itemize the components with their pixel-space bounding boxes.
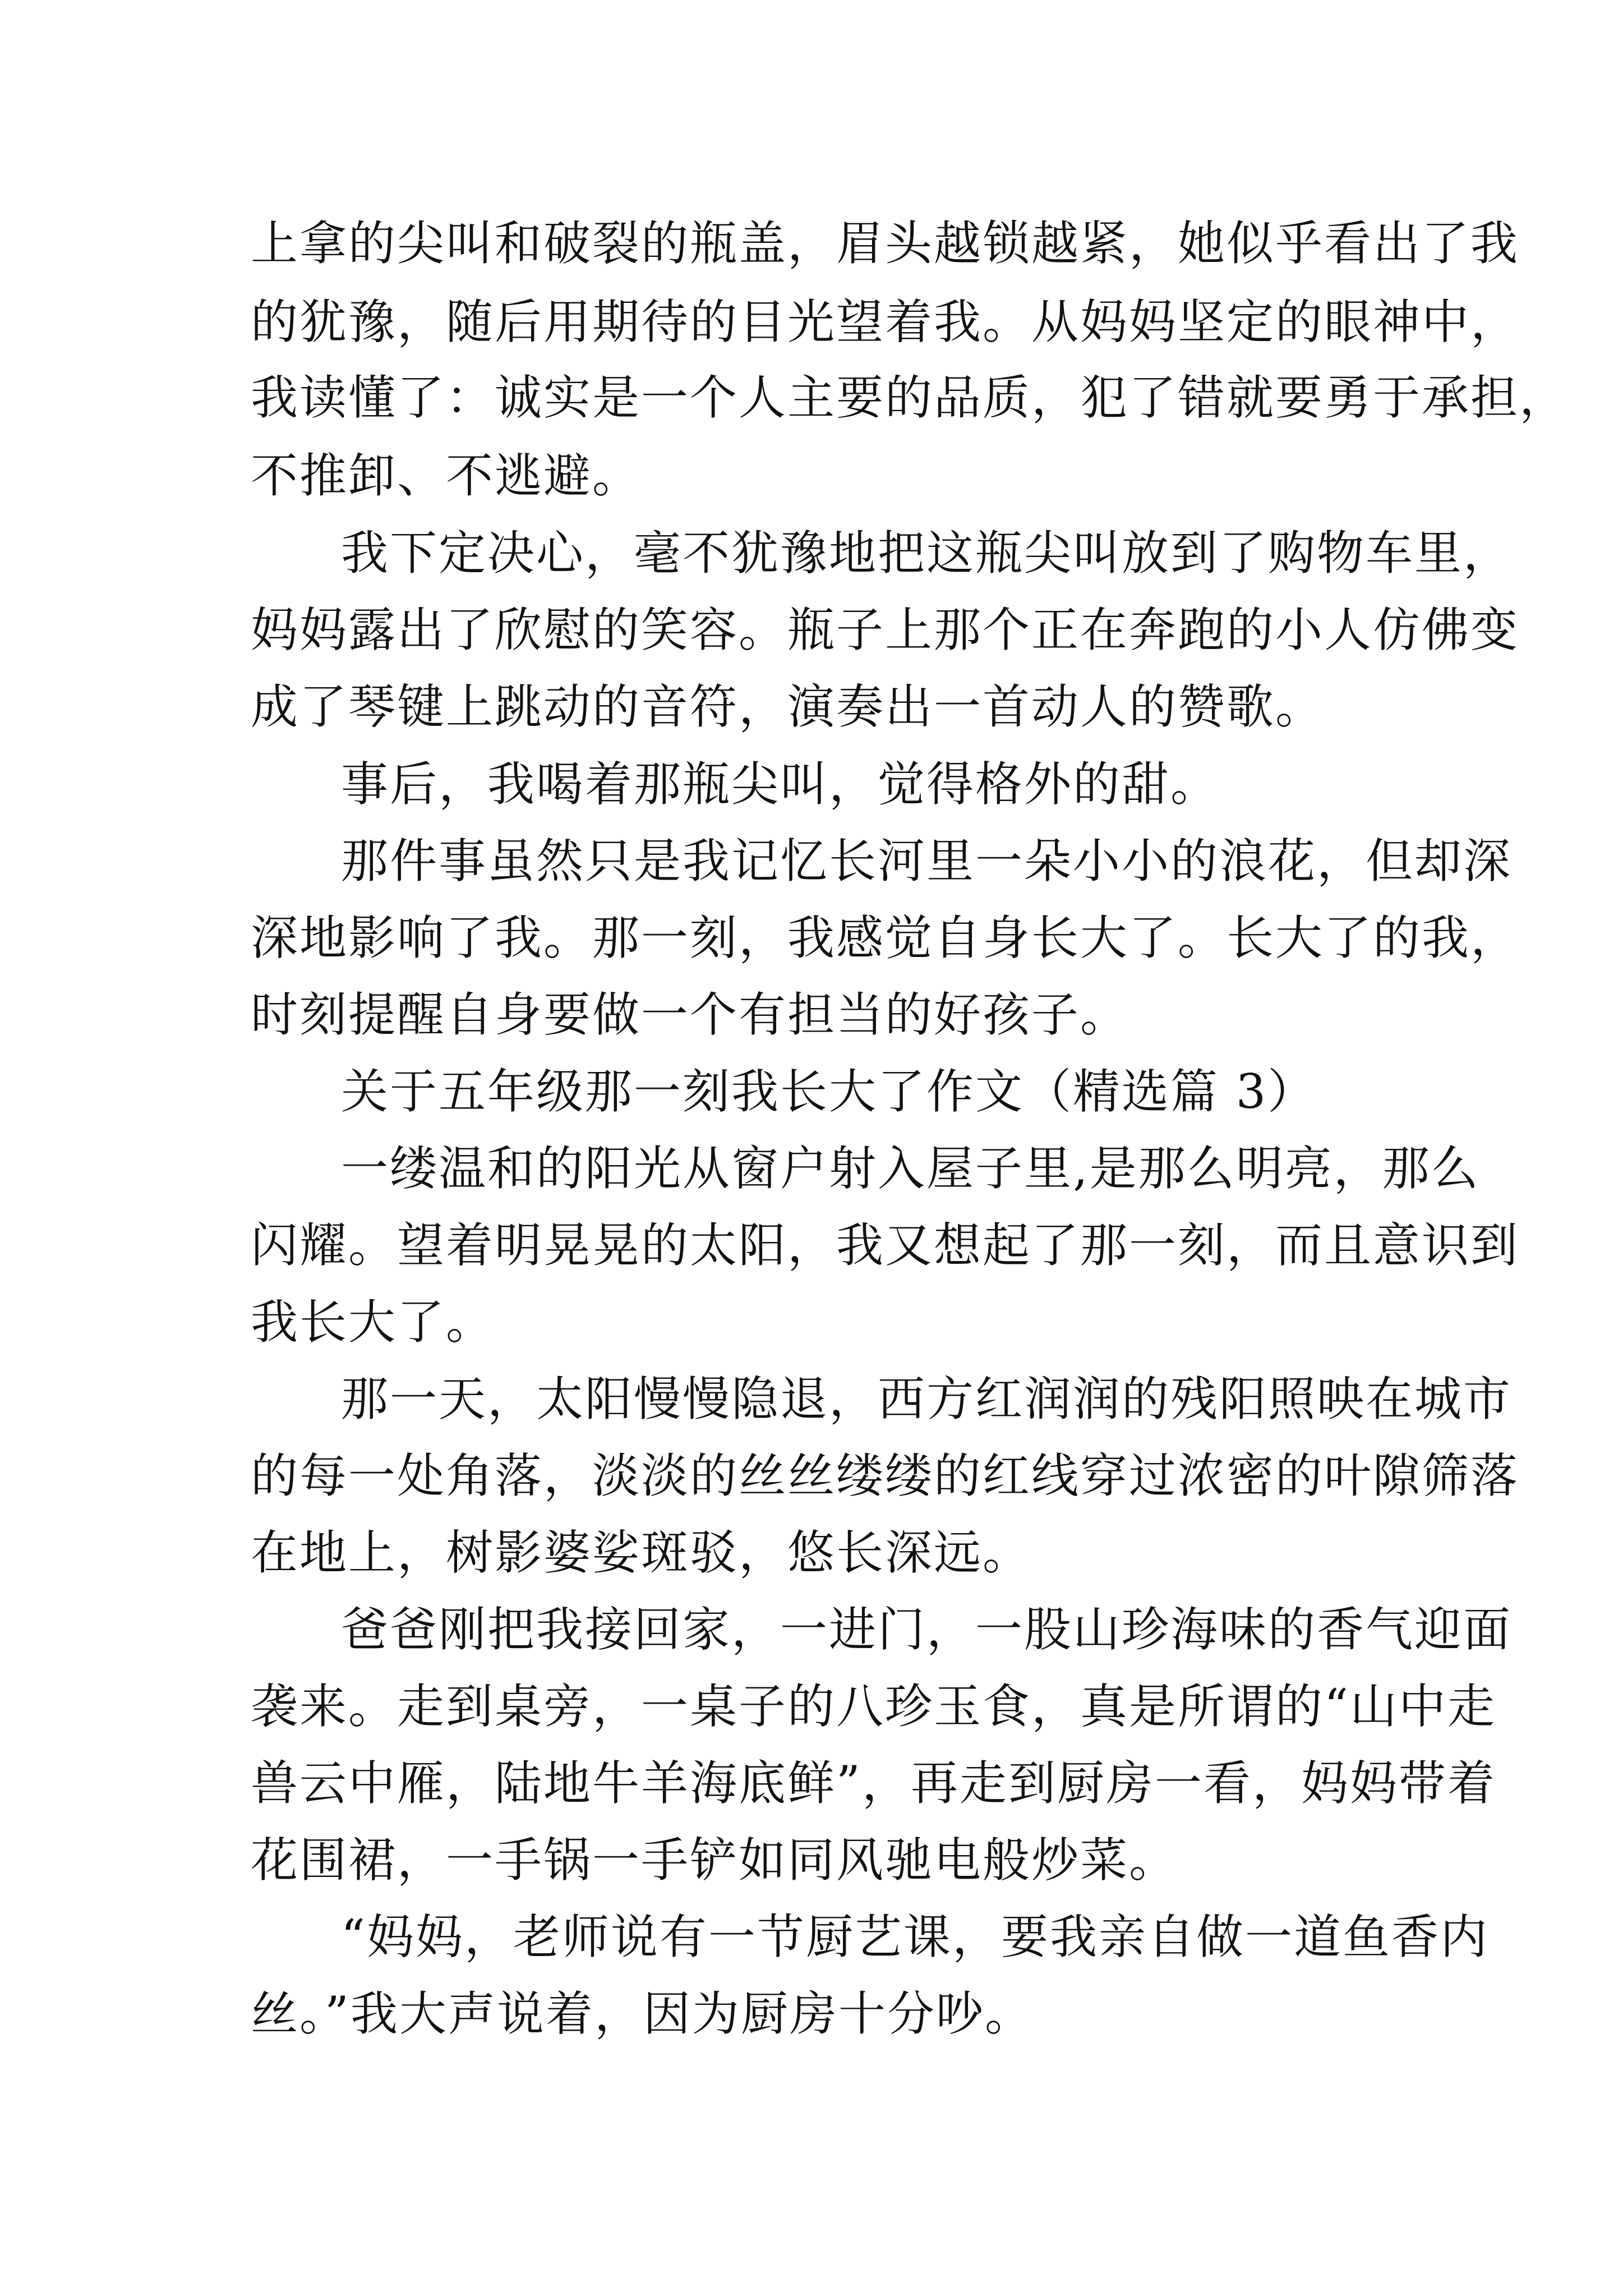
text-line: 我读懂了：诚实是一个人主要的品质，犯了错就要勇于承担， [251,370,1569,425]
text-line: 我长大了。 [251,1295,495,1350]
text-line: 袭来。走到桌旁，一桌子的八珍玉食，真是所谓的“山中走 [251,1679,1496,1734]
text-line: 不推卸、不逃避。 [251,448,642,503]
text-line: 丝。”我大声说着，因为厨房十分吵。 [251,1986,1034,2041]
paragraph-first-line: 事后，我喝着那瓶尖叫，觉得格外的甜。 [341,757,1220,812]
text-line: 深地影响了我。那一刻，我感觉自身长大了。长大了的我， [251,910,1520,965]
paragraph-first-line: 爸爸刚把我接回家，一进门，一股山珍海味的香气迎面 [341,1602,1513,1657]
paragraph-first-line: 一缕温和的阳光从窗户射入屋子里,是那么明亮，那么 [341,1141,1480,1196]
text-line: 妈妈露出了欣慰的笑容。瓶子上那个正在奔跑的小人仿佛变 [251,602,1520,657]
text-line: 兽云中雁，陆地牛羊海底鲜”，再走到厨房一看，妈妈带着 [251,1756,1496,1811]
text-line: 闪耀。望着明晃晃的太阳，我又想起了那一刻，而且意识到 [251,1218,1520,1273]
text-line: 成了琴键上跳动的音符，演奏出一首动人的赞歌。 [251,679,1325,734]
paragraph-first-line: 我下定决心，毫不犹豫地把这瓶尖叫放到了购物车里， [341,526,1513,581]
paragraph-first-line: “妈妈，老师说有一节厨艺课，要我亲自做一道鱼香内 [341,1910,1489,1964]
text-line: 花围裙，一手锅一手铲如同风驰电般炒菜。 [251,1833,1178,1888]
paragraph-first-line: 那一天，太阳慢慢隐退，西方红润润的残阳照映在城市 [341,1372,1513,1427]
paragraph-first-line: 那件事虽然只是我记忆长河里一朵小小的浪花，但却深 [341,834,1513,889]
text-line: 在地上，树影婆娑斑驳，悠长深远。 [251,1525,1032,1580]
section-heading: 关于五年级那一刻我长大了作文（精选篇 3） [341,1064,1317,1119]
text-line: 的犹豫，随后用期待的目光望着我。从妈妈坚定的眼神中， [251,295,1520,349]
text-line: 上拿的尖叫和破裂的瓶盖，眉头越锁越紧，她似乎看出了我 [251,216,1520,271]
text-line: 的每一处角落，淡淡的丝丝缕缕的红线穿过浓密的叶隙筛落 [251,1448,1520,1503]
text-line: 时刻提醒自身要做一个有担当的好孩子。 [251,987,1129,1042]
